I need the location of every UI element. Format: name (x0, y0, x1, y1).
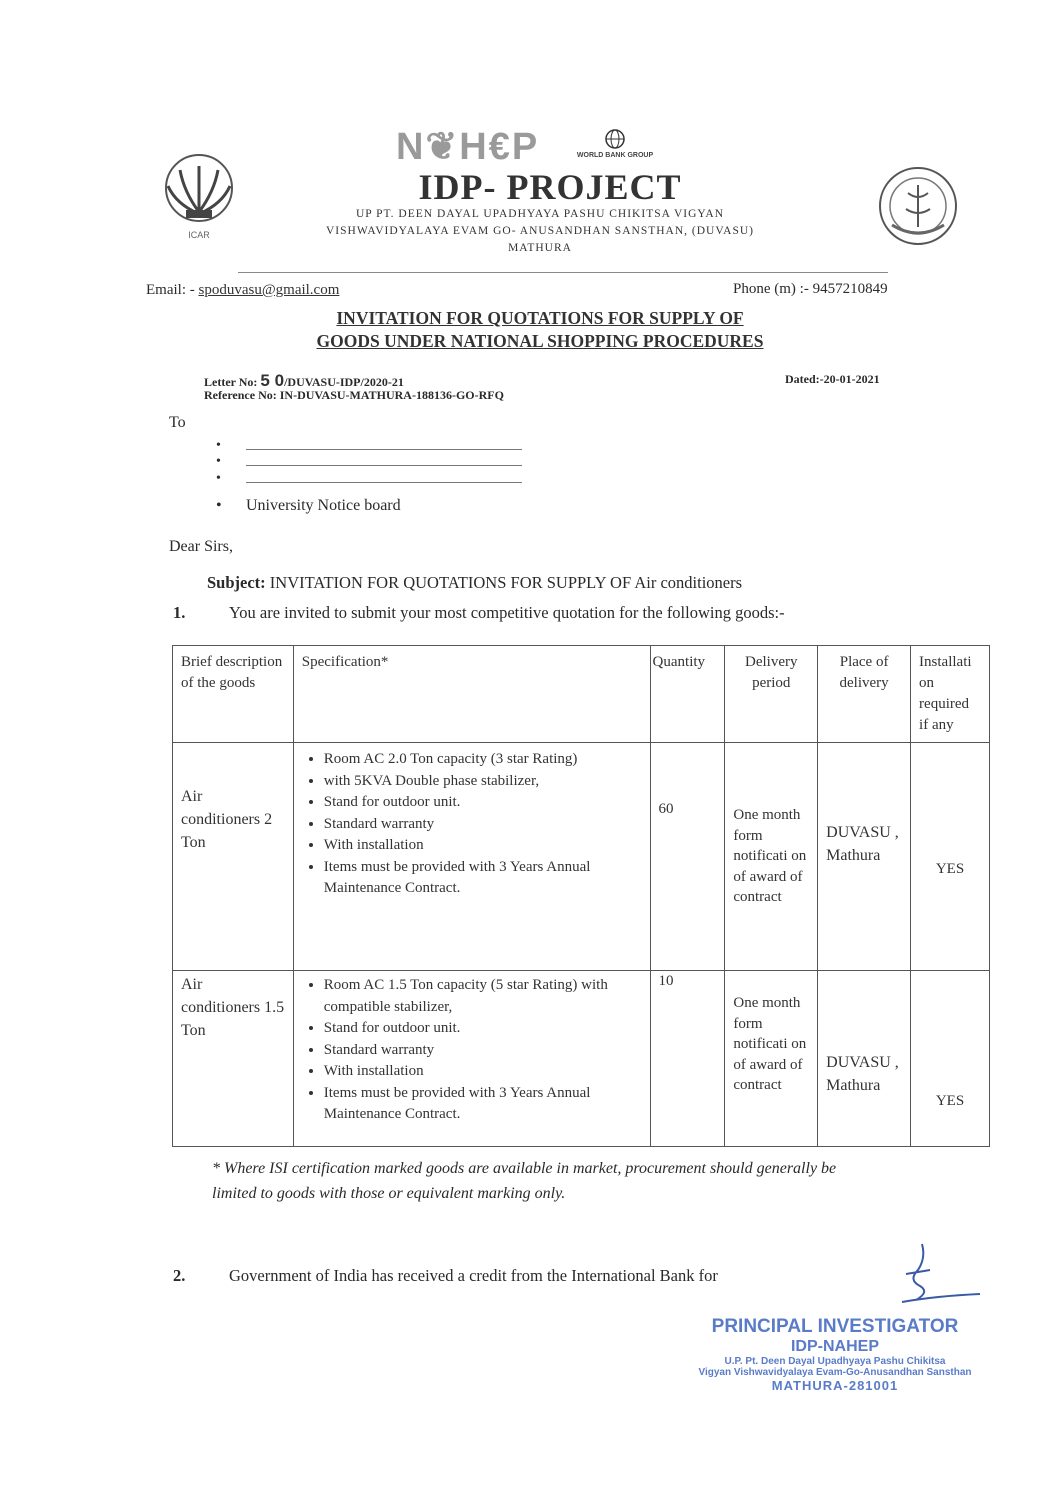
spec-item: • with 5KVA Double phase stabilizer, (324, 771, 642, 793)
university-seal-logo (872, 165, 964, 247)
row-1-installation: YES (911, 743, 990, 971)
subject-text: INVITATION FOR QUOTATIONS FOR SUPPLY OF Air conditioners (269, 573, 743, 592)
signature-mark (896, 1240, 986, 1315)
addressee-blank-line-2: • (216, 456, 524, 468)
table-row (173, 971, 990, 1147)
letter-date: Dated:-20-01-2021 (785, 372, 880, 386)
spec-item: • Standard warranty (324, 814, 642, 836)
row-1-description: Air conditioners 2 Ton (173, 743, 294, 971)
row-2-installation: YES (911, 971, 990, 1147)
spec-item: • Stand for outdoor unit. (324, 1018, 642, 1040)
spec-item: • Items must be provided with 3 Years Annual Maintenance Contract. (324, 857, 642, 900)
subject-line (207, 573, 742, 593)
goods-table (172, 645, 990, 1147)
row-2-delivery-period: One month form notificati on of award of contract (725, 971, 818, 1147)
handwritten-letter-number: 5 0 (260, 371, 285, 390)
paragraph-1-text: You are invited to submit your most competitive quotation for the following goods:- (229, 603, 785, 622)
spec-item: • Items must be provided with 3 Years Annual Maintenance Contract. (324, 1083, 642, 1126)
spec-item: • Standard warranty (324, 1040, 642, 1062)
stamp-line-2: IDP-NAHEP (790, 1338, 879, 1355)
row-1-place: DUVASU , Mathura (818, 743, 911, 971)
document-heading-line-2: GOODS UNDER NATIONAL SHOPPING PROCEDURES (316, 331, 764, 351)
institution-name-line-1: UP PT. DEEN DAYAL UPADHYAYA PASHU CHIKITSA VIGYAN (355, 208, 725, 220)
globe-icon (604, 128, 626, 150)
phone-number: Phone (m) :- 9457210849 (733, 281, 888, 297)
header-delivery-period: Delivery period (725, 646, 818, 743)
paragraph-1 (173, 603, 785, 623)
world-bank-logo-text: WORLD BANK GROUP (576, 152, 654, 159)
notice-board-text: University Notice board (246, 497, 401, 514)
addressee-notice-board: • University Notice board (216, 497, 401, 514)
email-label: Email: - (146, 282, 199, 298)
nahep-logo: N❦H€P (396, 126, 540, 168)
isi-certification-note: * Where ISI certification marked goods are available in market, procurement should generally be limited to goods with those or equivalent marking only. (212, 1160, 837, 1202)
spec-item: • Stand for outdoor unit. (324, 792, 642, 814)
paragraph-2 (173, 1266, 883, 1286)
icar-logo (160, 152, 238, 244)
to-label: To (169, 414, 186, 431)
institution-name-line-2: VISHWAVIDYALAYA EVAM GO- ANUSANDHAN SANSTHAN, (DUVASU) (326, 225, 754, 237)
letter-number-suffix: /DUVASU-IDP/2020-21 (284, 375, 404, 389)
paragraph-1-number: 1. (173, 603, 186, 622)
principal-investigator-stamp (680, 1316, 990, 1393)
addressee-blank-line-3: • (216, 473, 524, 485)
stamp-line-1: PRINCIPAL INVESTIGATOR (711, 1316, 959, 1337)
table-header-row (173, 646, 990, 743)
row-2-specification (293, 971, 650, 1147)
paragraph-2-number: 2. (173, 1266, 186, 1285)
email-link[interactable]: spoduvasu@gmail.com (198, 282, 340, 298)
salutation: Dear Sirs, (169, 538, 233, 555)
stamp-line-4: Vigyan Vishwavidyalaya Evam-Go-Anusandhan Sansthan (698, 1367, 972, 1378)
table-row (173, 743, 990, 971)
header-specification: Specification* (293, 646, 650, 743)
stamp-line-5: MATHURA-281001 (771, 1378, 899, 1393)
icar-logo-text: ICAR (188, 230, 210, 240)
spec-item: • With installation (324, 835, 642, 857)
letter-number-label: Letter No: (204, 375, 261, 389)
institution-name-line-3: MATHURA (508, 242, 572, 254)
row-2-description: Air conditioners 1.5 Ton (173, 971, 294, 1147)
addressee-blank-line-1: • (216, 440, 524, 452)
row-1-delivery-period: One month form notificati on of award of contract (725, 743, 818, 971)
world-bank-logo (560, 128, 670, 159)
row-1-quantity: 60 (650, 743, 725, 971)
header-installation: Installati on required if any (911, 646, 990, 743)
header-description: Brief description of the goods (173, 646, 294, 743)
spec-item: • With installation (324, 1061, 642, 1083)
project-title: IDP- PROJECT (418, 167, 682, 207)
row-1-specification (293, 743, 650, 971)
row-2-quantity: 10 (650, 971, 725, 1147)
header-divider (238, 272, 888, 273)
subject-label: Subject: (207, 573, 266, 592)
header-quantity: Quantity (650, 646, 725, 743)
row-2-place: DUVASU , Mathura (818, 971, 911, 1147)
spec-item: • Room AC 1.5 Ton capacity (5 star Rating) with compatible stabilizer, (324, 975, 642, 1018)
header-place-of-delivery: Place of delivery (818, 646, 911, 743)
reference-number: Reference No: IN-DUVASU-MATHURA-188136-GO-RFQ (204, 388, 504, 402)
stamp-line-3: U.P. Pt. Deen Dayal Upadhyaya Pashu Chikitsa (724, 1356, 946, 1367)
spec-item: • Room AC 2.0 Ton capacity (3 star Rating) (324, 749, 642, 771)
paragraph-2-text: Government of India has received a credit from the International Bank for (229, 1266, 718, 1285)
email-line (146, 282, 339, 299)
document-heading-line-1: INVITATION FOR QUOTATIONS FOR SUPPLY OF (336, 308, 744, 328)
